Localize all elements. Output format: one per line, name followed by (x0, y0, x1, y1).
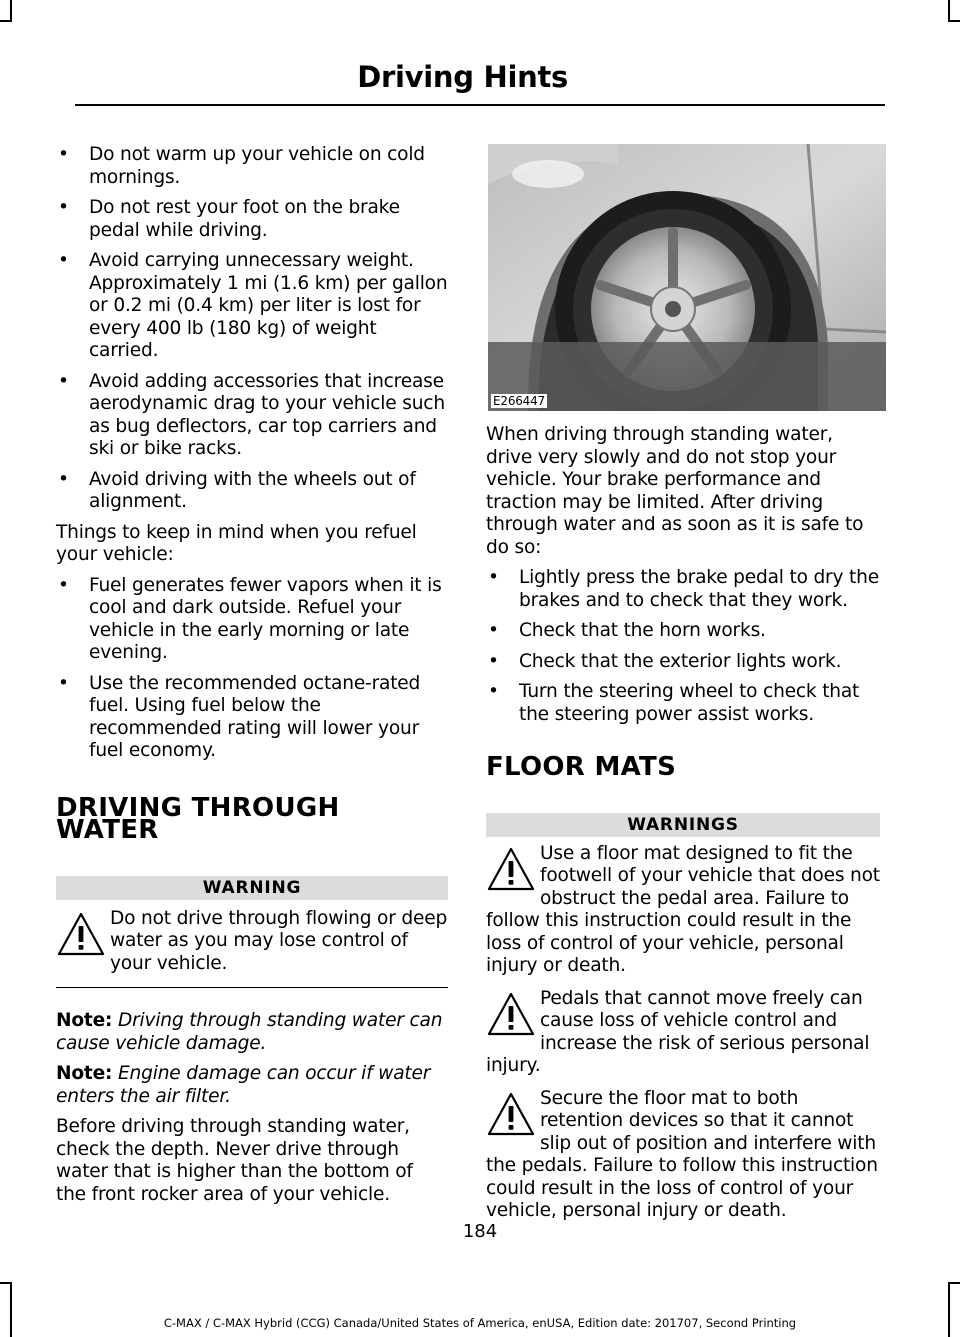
list-item: • Do not rest your foot on the brake pedal while driving. (56, 197, 448, 242)
right-column (486, 144, 880, 1223)
warning-triangle-icon (56, 910, 106, 960)
warning-divider (56, 987, 448, 988)
left-column (56, 144, 448, 1214)
list-item: • Fuel generates fewer vapors when it is cool and dark outside. Refuel your vehicle in the early morning or late evening. (56, 575, 448, 665)
warning-item (486, 843, 880, 978)
list-item: • Do not warm up your vehicle on cold mornings. (56, 144, 448, 189)
section-title-driving-through-water: DRIVING THROUGH WATER (56, 792, 340, 845)
crop-mark (948, 20, 960, 22)
list-item: • Avoid adding accessories that increase aerodynamic drag to your vehicle such as bug deflectors, car top carriers and ski or bike racks. (56, 371, 448, 461)
crop-mark (10, 0, 12, 20)
crop-mark (948, 1282, 960, 1284)
note-text: Engine damage can occur if water enters the air filter. (56, 1063, 431, 1107)
refuel-tips-list (56, 575, 448, 763)
footer-edition-text: C-MAX / C-MAX Hybrid (CCG) Canada/United States of America, enUSA, Edition date: 201707, Second Printing (163, 1316, 797, 1330)
page-header-title: Driving Hints (357, 60, 568, 94)
warnings-header: WARNINGS (486, 813, 880, 837)
fuel-tips-list (56, 144, 448, 514)
after-water-checklist (486, 567, 880, 726)
crop-mark (0, 1282, 12, 1284)
warning-item (56, 908, 448, 976)
page-number: 184 (462, 1221, 498, 1242)
list-item: • Check that the horn works. (486, 620, 880, 643)
water-paragraph: When driving through standing water, drive very slowly and do not stop your vehicle. Your brake performance and traction may be limited. After driving through water and as soon as it is safe to do so: (486, 424, 864, 558)
depth-paragraph: Before driving through standing water, check the depth. Never drive through water that is higher than the bottom of the front rocker area of your vehicle. (56, 1116, 413, 1205)
warning-item (486, 1088, 880, 1223)
note-2 (56, 1063, 448, 1108)
note-1 (56, 1010, 448, 1055)
refuel-intro: Things to keep in mind when you refuel your vehicle: (56, 521, 417, 565)
list-item: • Check that the exterior lights work. (486, 651, 880, 674)
image-reference-code: E266447 (493, 394, 545, 408)
warning-triangle-icon (486, 1090, 536, 1140)
warning-triangle-icon (486, 990, 536, 1040)
crop-mark (0, 20, 12, 22)
list-item: • Use the recommended octane-rated fuel. Using fuel below the recommended rating will lower your fuel economy. (56, 673, 448, 763)
car-wheel-illustration (488, 144, 886, 411)
list-item: • Lightly press the brake pedal to dry the brakes and to check that they work. (486, 567, 880, 612)
list-item: • Turn the steering wheel to check that the steering power assist works. (486, 681, 880, 726)
note-label: Note: (56, 1010, 113, 1031)
note-label: Note: (56, 1063, 113, 1084)
warning-text: Pedals that cannot move freely can cause loss of vehicle control and increase the risk of serious personal injury. (486, 987, 870, 1076)
warning-header: WARNING (56, 876, 448, 900)
warning-text: Do not drive through flowing or deep water as you may lose control of your vehicle. (110, 907, 448, 974)
crop-mark (948, 0, 950, 20)
warning-item (486, 988, 880, 1078)
warning-text: Secure the floor mat to both retention devices so that it cannot slip out of position and interfere with the pedals. Failure to follow this instruction could result in the loss of control of your vehicle, personal injury or death. (486, 1087, 878, 1221)
warning-text: Use a floor mat designed to fit the footwell of your vehicle that does not obstruct the pedal area. Failure to follow this instruction could result in the loss of control of your vehicle, personal injury or death. (486, 842, 880, 976)
list-item: • Avoid carrying unnecessary weight. Approximately 1 mi (1.6 km) per gallon or 0.2 mi (0.4 km) per liter is lost for every 400 lb (180 kg) of weight carried. (56, 250, 448, 363)
warning-triangle-icon (486, 845, 536, 895)
wheel-photo (488, 144, 886, 411)
list-item: • Avoid driving with the wheels out of alignment. (56, 469, 448, 514)
section-title-floor-mats: FLOOR MATS (486, 752, 677, 782)
header-divider (75, 104, 885, 106)
note-text: Driving through standing water can cause vehicle damage. (56, 1010, 443, 1054)
